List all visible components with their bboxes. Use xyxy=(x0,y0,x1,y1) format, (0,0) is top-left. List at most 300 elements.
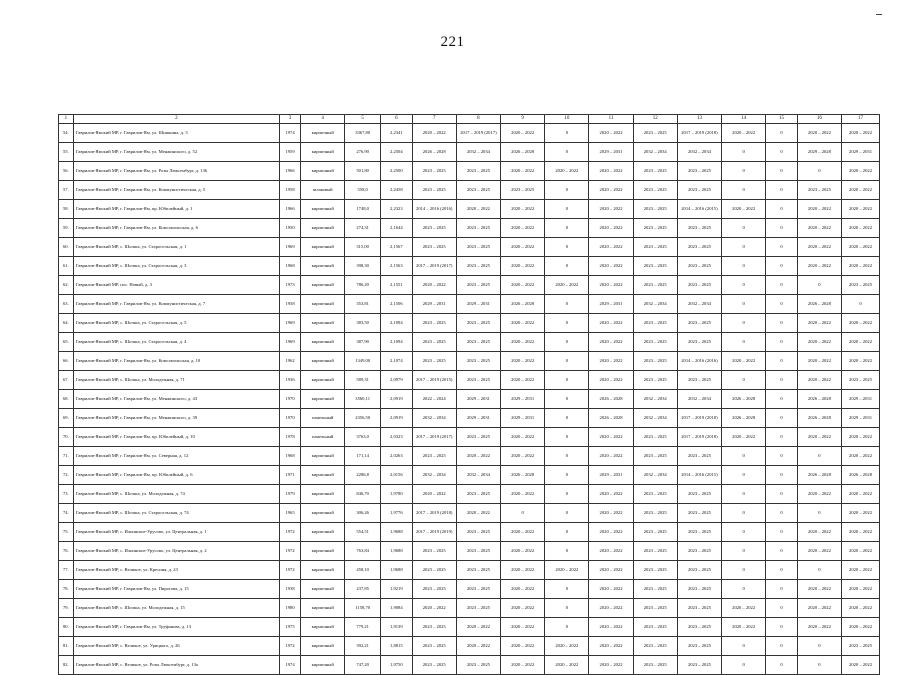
table-cell: 0 xyxy=(766,314,798,333)
table-cell: 2020 – 2022 xyxy=(501,276,545,295)
table-cell: 0 xyxy=(797,561,841,580)
table-cell: 0 xyxy=(797,447,841,466)
table-cell: 2020 – 2022 xyxy=(722,618,766,637)
table-cell: 0 xyxy=(545,542,589,561)
table-cell: 2023 – 2025 xyxy=(412,561,456,580)
table-cell: 1748,0 xyxy=(345,200,381,219)
table-cell: кирпичный xyxy=(301,219,345,238)
table-cell: 2023 – 2025 xyxy=(633,599,677,618)
table-cell: 2,0263 xyxy=(381,447,413,466)
table-row xyxy=(59,276,880,295)
table-cell: 2014 – 2016 (2016) xyxy=(412,200,456,219)
table-cell: 2029 – 2031 xyxy=(842,143,880,162)
table-cell: 2020 – 2022 xyxy=(722,124,766,143)
table-cell: 2020 – 2022 xyxy=(797,219,841,238)
table-cell: 2020 – 2022 xyxy=(545,162,589,181)
table-cell: 2020 – 2022 xyxy=(545,656,589,675)
table-cell: 0 xyxy=(722,485,766,504)
table-cell: 2023 – 2025 xyxy=(797,181,841,200)
table-cell: 0 xyxy=(766,352,798,371)
table-cell: 0 xyxy=(766,390,798,409)
table-cell: 1958 xyxy=(280,181,301,200)
table-cell: 2020 – 2022 xyxy=(797,238,841,257)
table-cell: 2020 – 2022 xyxy=(589,314,633,333)
table-cell: 0 xyxy=(722,466,766,485)
table-cell: 2020 – 2022 xyxy=(842,504,880,523)
table-cell: 2014 – 2016 (2015) xyxy=(677,200,721,219)
table-cell: 2023 – 2025 xyxy=(677,314,721,333)
table-cell: 2020 – 2022 xyxy=(842,523,880,542)
table-cell: 1978 xyxy=(280,428,301,447)
table-cell: 2023 – 2025 xyxy=(633,428,677,447)
table-cell: 2032 – 2034 xyxy=(633,466,677,485)
table-cell: 3763,0 xyxy=(345,428,381,447)
table-cell: 2020 – 2022 xyxy=(412,485,456,504)
table-cell: 0 xyxy=(722,181,766,200)
table-cell: 2020 – 2022 xyxy=(589,352,633,371)
table-cell: 2032 – 2034 xyxy=(633,295,677,314)
table-cell: 2023 – 2025 xyxy=(677,276,721,295)
table-cell: 2023 – 2025 xyxy=(842,371,880,390)
table-cell: 2023 – 2025 xyxy=(633,314,677,333)
registry-table-wrapper xyxy=(58,114,880,675)
row-number: 65. xyxy=(59,333,74,352)
table-row xyxy=(59,485,880,504)
row-number: 76. xyxy=(59,542,74,561)
column-header: 1 xyxy=(59,115,74,124)
row-number: 80. xyxy=(59,618,74,637)
table-cell: 2020 – 2022 xyxy=(456,618,500,637)
table-cell: кирпичный xyxy=(301,162,345,181)
table-cell: 2029 – 2031 xyxy=(456,295,500,314)
table-cell: 2023 – 2025 xyxy=(633,637,677,656)
table-cell: 0 xyxy=(545,257,589,276)
table-cell: 315,00 xyxy=(345,238,381,257)
table-cell: 0 xyxy=(797,162,841,181)
table-cell: 2020 – 2022 xyxy=(797,257,841,276)
table-cell: 1969 xyxy=(280,314,301,333)
table-cell: 0 xyxy=(766,504,798,523)
table-cell: 0 xyxy=(545,523,589,542)
row-number: 57. xyxy=(59,181,74,200)
table-cell: 2023 – 2025 xyxy=(456,523,500,542)
address-cell: Гаврилов-Ямский МР, г. Гаврилов-Ям, пр. Юбилейный, д. 1 xyxy=(73,200,279,219)
table-cell: 2032 – 2034 xyxy=(677,143,721,162)
table-cell: 1,9219 xyxy=(381,580,413,599)
table-cell: 2023 – 2025 xyxy=(412,219,456,238)
table-cell: 2029 – 2031 xyxy=(842,409,880,428)
table-cell: 2020 – 2022 xyxy=(797,580,841,599)
row-number: 63. xyxy=(59,295,74,314)
table-cell: 0 xyxy=(545,428,589,447)
table-cell: кирпичный xyxy=(301,124,345,143)
table-cell: 0 xyxy=(545,143,589,162)
table-cell: 2020 – 2022 xyxy=(842,618,880,637)
row-number: 67. xyxy=(59,371,74,390)
address-cell: Гаврилов-Ямский МР, г. Гаврилов-Ям, ул. Менжинского, д. 52 xyxy=(73,143,279,162)
table-cell: 2029 – 2031 xyxy=(456,409,500,428)
table-cell: 2020 – 2022 xyxy=(456,200,500,219)
column-header: 8 xyxy=(456,115,500,124)
table-cell: 2020 – 2022 xyxy=(501,447,545,466)
table-cell: 1970 xyxy=(280,390,301,409)
table-cell: 2020 – 2022 xyxy=(589,238,633,257)
table-cell: 0 xyxy=(722,504,766,523)
table-cell: 2029 – 2031 xyxy=(412,295,456,314)
address-cell: Гаврилов-Ямский МР, г. Гаврилов-Ям, ул. Коммунистическая, д. 7 xyxy=(73,295,279,314)
table-cell: 0 xyxy=(766,276,798,295)
address-cell: Гаврилов-Ямский МР, с. Ильинское-Урусово, ул. Центральная, д. 1 xyxy=(73,523,279,542)
table-cell: 1972 xyxy=(280,561,301,580)
table-cell: 1,9139 xyxy=(381,618,413,637)
table-cell: 0 xyxy=(545,618,589,637)
table-cell: 2286,8 xyxy=(345,466,381,485)
table-cell: 2020 – 2022 xyxy=(589,485,633,504)
table-cell: 2023 – 2025 xyxy=(456,181,500,200)
table-cell: 2023 – 2025 xyxy=(677,371,721,390)
table-cell: 2023 – 2025 xyxy=(677,447,721,466)
table-cell: 2020 – 2022 xyxy=(722,428,766,447)
table-cell: 0 xyxy=(545,295,589,314)
table-cell: 2023 – 2025 xyxy=(456,599,500,618)
table-cell: 1950 xyxy=(280,219,301,238)
table-cell: кирпичный xyxy=(301,618,345,637)
table-cell: 0 xyxy=(545,599,589,618)
table-cell: кирпичный xyxy=(301,314,345,333)
table-cell: 2020 – 2022 xyxy=(842,352,880,371)
table-cell: 2020 – 2022 xyxy=(722,200,766,219)
table-cell: 0 xyxy=(797,637,841,656)
table-cell: 1974 xyxy=(280,124,301,143)
table-cell: 2014 – 2016 (2016) xyxy=(677,352,721,371)
table-cell: 0 xyxy=(766,219,798,238)
row-number: 72. xyxy=(59,466,74,485)
table-cell: 2026 – 2028 xyxy=(722,390,766,409)
table-cell: 2020 – 2022 xyxy=(589,200,633,219)
table-cell: 2020 – 2022 xyxy=(797,371,841,390)
table-cell: 2023 – 2025 xyxy=(677,561,721,580)
table-cell: 0 xyxy=(722,333,766,352)
row-number: 61. xyxy=(59,257,74,276)
table-cell: 2020 – 2022 xyxy=(842,200,880,219)
table-row xyxy=(59,352,880,371)
table-cell: 2026 – 2028 xyxy=(842,466,880,485)
table-cell: 2,0979 xyxy=(381,371,413,390)
table-cell: кирпичный xyxy=(301,333,345,352)
table-cell: 0 xyxy=(766,124,798,143)
table-cell: 0 xyxy=(722,143,766,162)
table-cell: 353,81 xyxy=(345,295,381,314)
table-cell: 0 xyxy=(766,542,798,561)
table-cell: 2023 – 2025 xyxy=(456,561,500,580)
table-cell: 2023 – 2025 xyxy=(633,618,677,637)
table-cell: кирпичный xyxy=(301,637,345,656)
table-cell: 1972 xyxy=(280,542,301,561)
table-cell: 2020 – 2022 xyxy=(589,637,633,656)
table-cell: 2020 – 2022 xyxy=(589,124,633,143)
table-cell: 2020 – 2022 xyxy=(842,561,880,580)
table-cell: 0 xyxy=(766,523,798,542)
table-cell: 2026 – 2028 xyxy=(501,295,545,314)
table-cell: 2020 – 2022 xyxy=(842,124,880,143)
table-row xyxy=(59,409,880,428)
page-number: 221 xyxy=(440,34,465,50)
table-cell: 2020 – 2022 xyxy=(842,428,880,447)
table-cell: 2023 – 2025 xyxy=(842,276,880,295)
table-cell: 2020 – 2022 xyxy=(456,637,500,656)
table-cell: 2023 – 2025 xyxy=(633,257,677,276)
table-cell: 2023 – 2025 xyxy=(633,276,677,295)
table-cell: 0 xyxy=(722,162,766,181)
row-number: 55. xyxy=(59,143,74,162)
table-cell: 2020 – 2022 xyxy=(797,333,841,352)
table-cell: 2020 – 2022 xyxy=(501,637,545,656)
table-cell: кирпичный xyxy=(301,523,345,542)
table-cell: 846,70 xyxy=(345,485,381,504)
table-cell: 2020 – 2022 xyxy=(589,523,633,542)
table-cell: 747,20 xyxy=(345,656,381,675)
table-cell: 2020 – 2022 xyxy=(797,523,841,542)
table-cell: 0 xyxy=(797,656,841,675)
address-cell: Гаврилов-Ямский МР, пос. Новый, д. 3 xyxy=(73,276,279,295)
table-cell: 2032 – 2034 xyxy=(677,295,721,314)
table-cell: 2022 – 2024 xyxy=(412,390,456,409)
table-cell: 2,2504 xyxy=(381,143,413,162)
table-cell: 0 xyxy=(766,656,798,675)
table-cell: 2023 – 2025 xyxy=(633,181,677,200)
table-row xyxy=(59,523,880,542)
row-number: 54. xyxy=(59,124,74,143)
address-cell: Гаврилов-Ямский МР, г. Гаврилов-Ям, ул. Коммунистическая, д. 5 xyxy=(73,181,279,200)
table-cell: 2,1074 xyxy=(381,352,413,371)
table-cell: 1,9688 xyxy=(381,561,413,580)
table-cell: 2020 – 2022 xyxy=(589,371,633,390)
table-cell: кирпичный xyxy=(301,542,345,561)
table-cell: 2020 – 2022 xyxy=(589,219,633,238)
table-cell: 0 xyxy=(501,504,545,523)
table-cell: 2023 – 2025 xyxy=(412,238,456,257)
table-cell: 2,0919 xyxy=(381,390,413,409)
table-cell: 2023 – 2025 xyxy=(677,523,721,542)
table-cell: 392,21 xyxy=(345,637,381,656)
table-cell: 2,2341 xyxy=(381,124,413,143)
table-cell: 0 xyxy=(545,580,589,599)
address-cell: Гаврилов-Ямский МР, г. Гаврилов-Ям, ул. Труфанова, д. 13 xyxy=(73,618,279,637)
table-cell: 2020 – 2022 xyxy=(589,618,633,637)
table-cell: 2023 – 2025 xyxy=(456,314,500,333)
column-header: 9 xyxy=(501,115,545,124)
table-cell: 2020 – 2022 xyxy=(501,618,545,637)
table-cell: 2020 – 2022 xyxy=(501,352,545,371)
table-cell: 276,90 xyxy=(345,143,381,162)
table-cell: 2,1563 xyxy=(381,257,413,276)
table-cell: 1966 xyxy=(280,200,301,219)
table-cell: 2020 – 2022 xyxy=(501,219,545,238)
table-cell: 2020 – 2022 xyxy=(842,447,880,466)
table-cell: 2,1506 xyxy=(381,295,413,314)
column-header: 4 xyxy=(301,115,345,124)
table-row xyxy=(59,542,880,561)
table-row xyxy=(59,561,880,580)
table-cell: 2032 – 2034 xyxy=(456,143,500,162)
table-cell: кирпичный xyxy=(301,143,345,162)
table-cell: 1975 xyxy=(280,618,301,637)
table-cell: 0 xyxy=(766,181,798,200)
table-cell: 0 xyxy=(766,333,798,352)
table-cell: 2026 – 2028 xyxy=(722,409,766,428)
address-cell: Гаврилов-Ямский МР, с. Шопша, ул. Старосельская, д. 5 xyxy=(73,314,279,333)
table-cell: 2020 – 2022 xyxy=(797,124,841,143)
address-cell: Гаврилов-Ямский МР, г. Гаврилов-Ям, ул. Шишкина, д. 3 xyxy=(73,124,279,143)
row-number: 73. xyxy=(59,485,74,504)
table-cell: 0 xyxy=(545,447,589,466)
table-cell: 2020 – 2022 xyxy=(722,352,766,371)
table-cell: 2029 – 2028 xyxy=(797,143,841,162)
row-number: 64. xyxy=(59,314,74,333)
table-cell: 2026 – 2028 xyxy=(797,466,841,485)
table-cell: 1979 xyxy=(280,485,301,504)
table-cell: 2020 – 2022 xyxy=(722,599,766,618)
table-cell: 1972 xyxy=(280,523,301,542)
table-cell: 2023 – 2025 xyxy=(677,580,721,599)
row-number: 59. xyxy=(59,219,74,238)
table-cell: 2017 – 2019 (2018) xyxy=(677,124,721,143)
table-cell: 2014 – 2016 (2015) xyxy=(677,466,721,485)
column-header: 10 xyxy=(545,115,589,124)
table-cell: 2023 – 2025 xyxy=(456,428,500,447)
table-cell: 2032 – 2034 xyxy=(677,390,721,409)
table-cell: 2023 – 2025 xyxy=(456,162,500,181)
table-cell: 2020 – 2022 xyxy=(501,124,545,143)
table-cell: 0 xyxy=(842,295,880,314)
table-cell: 2026 – 2028 xyxy=(797,390,841,409)
row-number: 77. xyxy=(59,561,74,580)
table-cell: 2023 – 2025 xyxy=(633,333,677,352)
table-cell: кирпичный xyxy=(301,276,345,295)
table-cell: 2023 – 2025 xyxy=(456,656,500,675)
row-number: 71. xyxy=(59,447,74,466)
table-cell: 2,2323 xyxy=(381,200,413,219)
table-cell: 2017 – 2019 (2017) xyxy=(412,257,456,276)
table-cell: 1,9776 xyxy=(381,504,413,523)
column-header: 7 xyxy=(412,115,456,124)
row-number: 58. xyxy=(59,200,74,219)
table-cell: 1,9750 xyxy=(381,656,413,675)
table-cell: 2023 – 2025 xyxy=(677,162,721,181)
column-header: 16 xyxy=(797,115,841,124)
table-cell: 0 xyxy=(545,333,589,352)
table-cell: кирпичный xyxy=(301,257,345,276)
table-cell: 2020 – 2022 xyxy=(501,542,545,561)
table-cell: 1,9084 xyxy=(381,599,413,618)
table-cell: кирпичный xyxy=(301,561,345,580)
table-cell: 237,85 xyxy=(345,580,381,599)
table-cell: 0 xyxy=(545,371,589,390)
table-cell: 1968 xyxy=(280,447,301,466)
table-cell: 383,50 xyxy=(345,314,381,333)
table-cell: 2,0919 xyxy=(381,409,413,428)
table-cell: 2020 – 2022 xyxy=(842,219,880,238)
table-cell: 0 xyxy=(722,238,766,257)
table-cell: 2,1644 xyxy=(381,219,413,238)
table-cell: 763,84 xyxy=(345,542,381,561)
table-cell: 2023 – 2025 xyxy=(633,200,677,219)
table-cell: 2032 – 2034 xyxy=(412,409,456,428)
address-cell: Гаврилов-Ямский МР, г. Гаврилов-Ям, пр. Юбилейный, д. 10 xyxy=(73,428,279,447)
row-number: 81. xyxy=(59,637,74,656)
table-cell: 2026 – 2028 xyxy=(501,143,545,162)
table-cell: 2023 – 2025 xyxy=(412,656,456,675)
table-cell: 779,21 xyxy=(345,618,381,637)
table-cell: 2020 – 2022 xyxy=(501,333,545,352)
table-cell: 2032 – 2034 xyxy=(633,143,677,162)
table-cell: 2023 – 2025 xyxy=(842,637,880,656)
table-cell: 1972 xyxy=(280,637,301,656)
table-cell: 2023 – 2025 xyxy=(677,238,721,257)
table-cell: 2020 – 2022 xyxy=(842,162,880,181)
table-cell: 2017 – 2019 (2015) xyxy=(412,371,456,390)
table-cell: 589,31 xyxy=(345,371,381,390)
row-number: 78. xyxy=(59,580,74,599)
table-cell: 2017 – 2019 (2018) xyxy=(677,409,721,428)
table-cell: 2023 – 2025 xyxy=(633,504,677,523)
table-cell: 1971 xyxy=(280,466,301,485)
table-row xyxy=(59,599,880,618)
table-cell: 0 xyxy=(545,181,589,200)
table-cell: 2020 – 2022 xyxy=(501,314,545,333)
row-number: 60. xyxy=(59,238,74,257)
table-cell: 2020 – 2022 xyxy=(797,618,841,637)
table-cell: 2020 – 2022 xyxy=(797,599,841,618)
table-cell: 2,1094 xyxy=(381,314,413,333)
table-cell: 2026 – 2028 xyxy=(797,409,841,428)
table-cell: 1970 xyxy=(280,409,301,428)
table-cell: 2023 – 2025 xyxy=(456,257,500,276)
address-cell: Гаврилов-Ямский МР, г. Гаврилов-Ям, ул. Менжинского, д. 39 xyxy=(73,409,279,428)
table-cell: 2020 – 2022 xyxy=(589,276,633,295)
table-cell: 0 xyxy=(545,504,589,523)
table-row xyxy=(59,637,880,656)
table-cell: 2026 – 2028 xyxy=(589,390,633,409)
table-row xyxy=(59,162,880,181)
column-header: 3 xyxy=(280,115,301,124)
table-cell: 0 xyxy=(545,314,589,333)
table-cell: 558,0 xyxy=(345,181,381,200)
table-cell: 0 xyxy=(545,124,589,143)
table-cell: 2017 – 2019 (2017) xyxy=(456,124,500,143)
table-cell: 2026 – 2028 xyxy=(589,409,633,428)
row-number: 62. xyxy=(59,276,74,295)
table-cell: 2020 – 2022 xyxy=(797,485,841,504)
table-cell: 2020 – 2022 xyxy=(589,181,633,200)
table-cell: кирпичный xyxy=(301,485,345,504)
table-cell: 1958 xyxy=(280,295,301,314)
table-cell: 0 xyxy=(545,409,589,428)
table-cell: 2023 – 2025 xyxy=(412,314,456,333)
address-cell: Гаврилов-Ямский МР, г. Гаврилов-Ям, ул. Розы Люксембург, д. 136 xyxy=(73,162,279,181)
table-cell: 387,90 xyxy=(345,333,381,352)
table-cell: 2020 – 2022 xyxy=(501,371,545,390)
address-cell: Гаврилов-Ямский МР, г. Гаврилов-Ям, ул. Комсомольская, д. 6 xyxy=(73,219,279,238)
table-body xyxy=(59,124,880,675)
table-cell: панельный xyxy=(301,409,345,428)
address-cell: Гаврилов-Ямский МР, с. Великое, ул. Урицкого, д. 26 xyxy=(73,637,279,656)
address-cell: Гаврилов-Ямский МР, с. Шопша, ул. Молодежная, д. 71 xyxy=(73,371,279,390)
table-cell: 1965 xyxy=(280,504,301,523)
table-cell: 0 xyxy=(766,295,798,314)
table-cell: 2023 – 2025 xyxy=(633,238,677,257)
table-cell: 0 xyxy=(766,257,798,276)
